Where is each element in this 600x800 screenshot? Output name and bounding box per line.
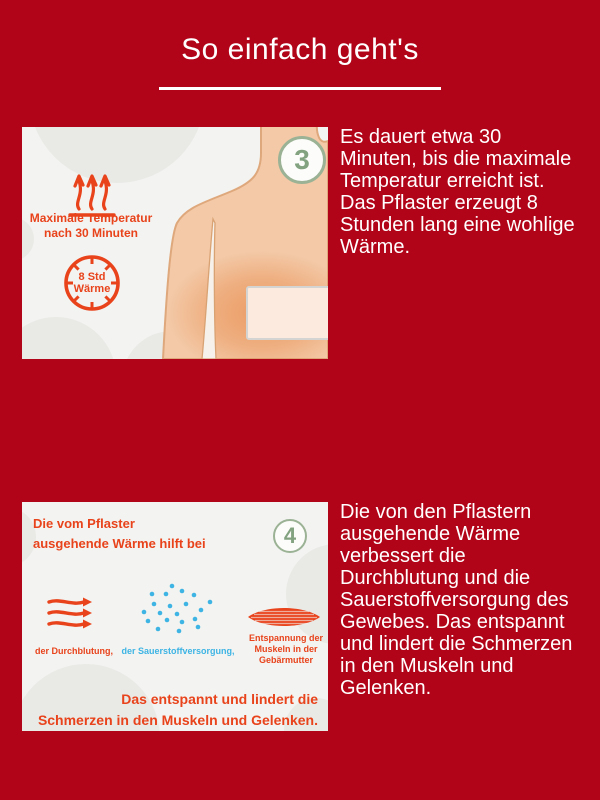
clock-label-line1: 8 Std bbox=[78, 270, 106, 283]
page-title: So einfach geht's bbox=[181, 33, 419, 66]
step-number-badge bbox=[278, 136, 326, 184]
step-number-badge bbox=[273, 519, 307, 553]
title-underline bbox=[159, 87, 441, 90]
step-4-card bbox=[22, 502, 328, 731]
step-number: 3 bbox=[294, 144, 310, 175]
card-title-line1: Die vom Pflaster bbox=[33, 516, 135, 531]
oxygen-dots-icon bbox=[134, 582, 218, 646]
clock-label bbox=[61, 252, 123, 314]
step-number: 4 bbox=[283, 523, 297, 548]
card-footer bbox=[32, 689, 318, 731]
step-3-card bbox=[22, 127, 328, 359]
step-3-description: Es dauert etwa 30 Minuten, bis die maximale Temperatur erreicht ist. Das Pflaster erzeugt 8 Stunden lang eine wohlige Wärme. bbox=[340, 126, 575, 258]
benefit-label-entspannung: Entspannung der Muskeln in der Gebärmutter bbox=[249, 633, 323, 665]
heat-label: Maximale Temperatur nach 30 Minuten bbox=[29, 211, 153, 240]
blood-flow-arrows-icon bbox=[46, 595, 102, 633]
decorative-circle bbox=[22, 317, 116, 359]
card-footer-line2: Schmerzen in den Muskeln und Gelenken. bbox=[37, 712, 318, 728]
card-title-line2: ausgehende Wärme hilft bei bbox=[33, 536, 206, 551]
clock-icon bbox=[61, 252, 123, 314]
uterus-muscle-icon bbox=[247, 602, 321, 632]
card-title bbox=[33, 514, 206, 554]
clock-label-line2: Wärme bbox=[73, 283, 111, 295]
heat-patch bbox=[247, 287, 328, 339]
card-footer-line1: Das entspannt und lindert die bbox=[121, 691, 318, 707]
step-4-description: Die von den Pflastern ausgehende Wärme verbessert die Durchblutung und die Sauerstoffversorgung des Gewebes. Das entspannt und lindert die Schmerzen in den Muskeln und Gelenken. bbox=[340, 501, 573, 699]
benefit-label-sauerstoffversorgung: der Sauerstoffversorgung, bbox=[121, 646, 235, 656]
benefit-label-durchblutung: der Durchblutung, bbox=[35, 646, 113, 656]
